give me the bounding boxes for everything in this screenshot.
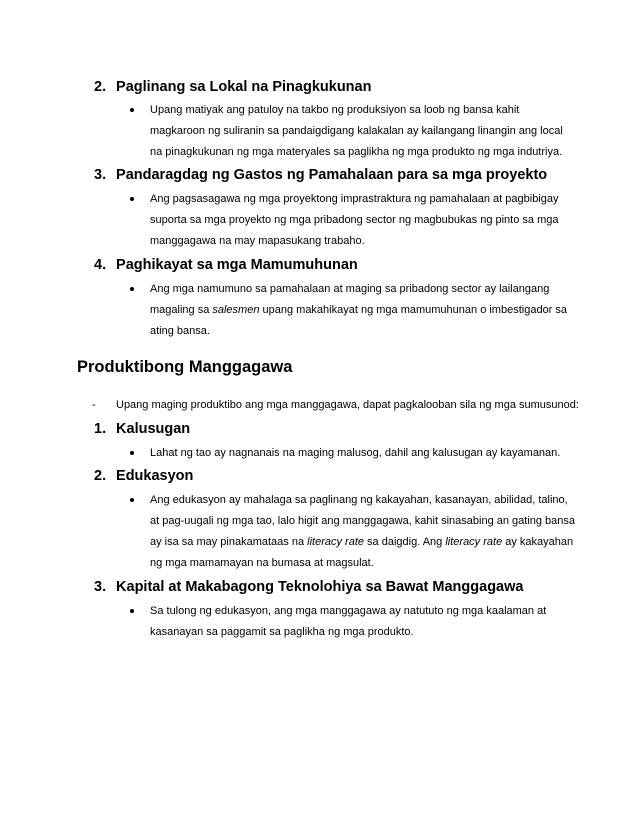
- item-title: Kapital at Makabagong Teknolohiya sa Bawat Manggagawa: [116, 579, 524, 595]
- bullet-text: Sa tulong ng edukasyon, ang mga manggagawa ay natututo ng mga kaalaman at kasanayan sa paggamit sa paglikha ng mga produkto.: [150, 605, 547, 638]
- bullet-text: [150, 490, 577, 574]
- bullet-text: Upang matiyak ang patuloy na takbo ng produksiyon sa loob ng bansa kahit magkaroon ng suliranin sa pandaigdigang kalakalan ay kailangang linangin ang local na pinagkukunan ng mga materyales sa paglikha ng mga produkto ng mga indutriya.: [150, 104, 563, 158]
- bullet-text-part: ay kakayahan ng mga mamamayan na bumasa at magsulat.: [150, 536, 574, 569]
- bullet-icon: [130, 287, 134, 291]
- numbered-heading: [94, 578, 523, 596]
- bullet-paragraph: [137, 443, 577, 464]
- bullet-text-part: Ang edukasyon ay mahalaga sa paglinang ng kakayahan, kasanayan, abilidad, talino, at pag-uugali ng mga tao, lalo higit ang manggagawa, kahit sinasabing an gating bansa ay isa sa may pinakamataas na: [150, 494, 576, 548]
- bullet-text: [150, 279, 577, 342]
- bullet-icon: [130, 108, 134, 112]
- item-number: 2.: [94, 468, 107, 484]
- bullet-paragraph: [137, 279, 577, 342]
- item-title: Paghikayat sa mga Mamumuhunan: [116, 257, 358, 273]
- bullet-text-part: sa daigdig. Ang: [364, 536, 446, 548]
- bullet-text-emphasis: literacy rate: [307, 536, 364, 548]
- item-title: Kalusugan: [116, 421, 191, 437]
- item-title: Paglinang sa Lokal na Pinagkukunan: [116, 79, 372, 95]
- section-intro-text: Upang maging produktibo ang mga manggagawa, dapat pagkalooban sila ng mga sumusunod:: [116, 399, 579, 411]
- item-number: 4.: [94, 257, 107, 273]
- item-number: 3.: [94, 579, 107, 595]
- bullet-text: Lahat ng tao ay nagnanais na maging malusog, dahil ang kalusugan ay kayamanan.: [150, 447, 561, 459]
- item-title: Pandaragdag ng Gastos ng Pamahalaan para sa mga proyekto: [116, 167, 548, 183]
- numbered-heading: [94, 420, 190, 438]
- bullet-paragraph: [137, 490, 577, 574]
- numbered-heading: [94, 78, 371, 96]
- bullet-icon: [130, 498, 134, 502]
- bullet-text: Ang pagsasagawa ng mga proyektong imprastraktura ng pamahalaan at pagbibigay suporta sa mga proyekto ng mga pribadong sector ng magbubukas ng pinto sa mga manggagawa na may mapasukang trabaho.: [150, 193, 559, 247]
- item-title: Edukasyon: [116, 468, 194, 484]
- item-number: 2.: [94, 79, 107, 95]
- bullet-icon: [130, 609, 134, 613]
- bullet-icon: [130, 197, 134, 201]
- numbered-heading: [94, 467, 193, 485]
- bullet-icon: [130, 451, 134, 455]
- bullet-text-part: upang makahikayat ng mga mamumuhunan o imbestigador sa ating bansa.: [150, 304, 568, 337]
- bullet-text-part: Ang mga namumuno sa pamahalaan at maging sa pribadong sector ay lailangang magaling sa: [150, 283, 550, 316]
- numbered-heading: [94, 166, 547, 184]
- bullet-paragraph: [137, 189, 577, 252]
- section-intro: [92, 396, 579, 414]
- bullet-paragraph: [137, 601, 577, 643]
- bullet-paragraph: [137, 100, 577, 163]
- bullet-text-emphasis: literacy rate: [445, 536, 503, 548]
- numbered-heading: [94, 256, 358, 274]
- item-number: 1.: [94, 421, 107, 437]
- section-title: Produktibong Manggagawa: [77, 358, 293, 376]
- bullet-text-emphasis: salesmen: [212, 304, 260, 316]
- item-number: 3.: [94, 167, 107, 183]
- dash-marker: -: [92, 399, 96, 411]
